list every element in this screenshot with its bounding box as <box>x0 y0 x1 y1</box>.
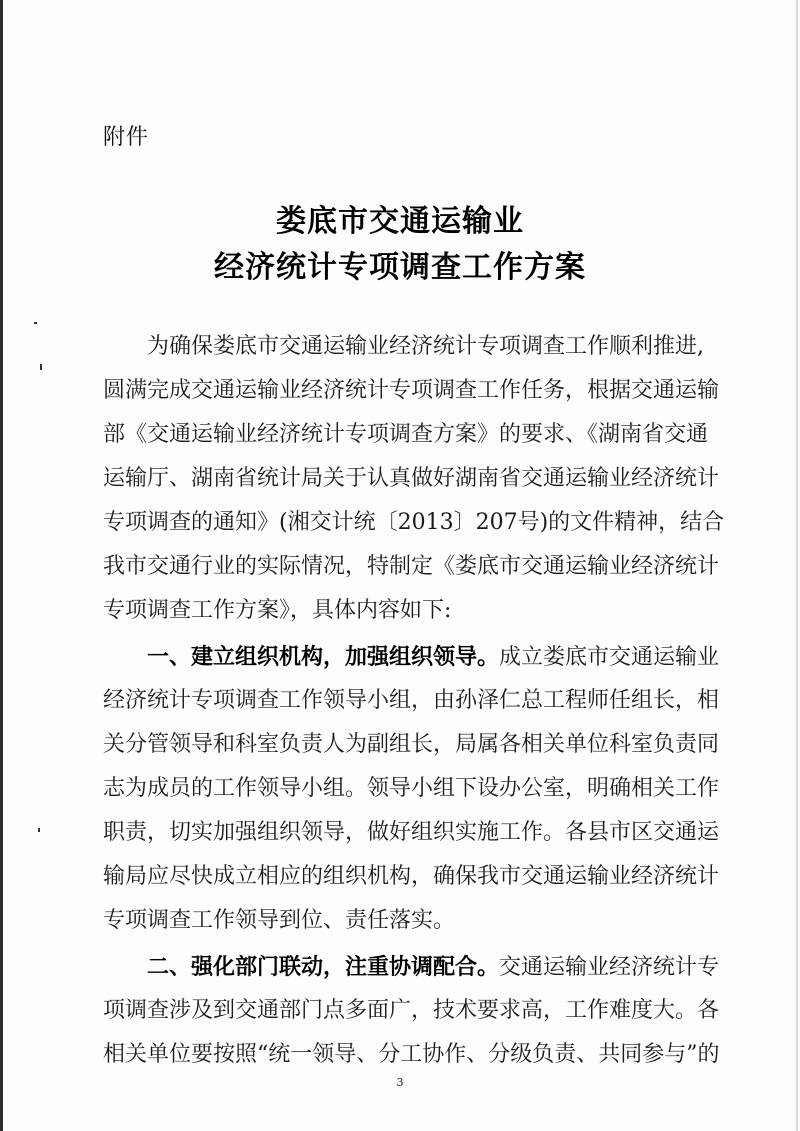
scan-edge-right <box>796 0 798 1131</box>
document-title-line2: 经济统计专项调查工作方案 <box>214 250 586 285</box>
paragraph-line: 输局应尽快成立相应的组织机构，确保我市交通运输业经济统计 <box>103 864 720 889</box>
document-title-line1: 娄底市交通运输业 <box>276 204 524 239</box>
paragraph-line: 相关单位要按照“统一领导、分工协作、分级负责、共同参与”的 <box>103 1042 720 1067</box>
section1-first-text: 成立娄底市交通运输业 <box>499 645 720 670</box>
scan-mark <box>38 828 40 832</box>
section1-heading: 一、建立组织机构，加强组织领导。 <box>147 644 500 670</box>
section2-heading: 二、强化部门联动，注重协调配合。 <box>147 954 500 980</box>
paragraph-line: 关分管领导和科室负责人为副组长，局属各相关单位科室负责同 <box>103 732 720 757</box>
paragraph-line: 圆满完成交通运输业经济统计专项调查工作任务，根据交通运输 <box>103 378 720 403</box>
paragraph-line: 志为成员的工作领导小组。领导小组下设办公室，明确相关工作 <box>103 776 720 801</box>
scan-edge-left <box>0 0 3 1131</box>
section1-first-line <box>147 644 720 670</box>
section2-first-line <box>147 954 720 980</box>
scan-mark <box>34 322 37 324</box>
attachment-label: 附件 <box>103 125 150 150</box>
page-number: 3 <box>396 1076 404 1089</box>
paragraph-line: 部《交通运输业经济统计专项调查方案》的要求、《湖南省交通 <box>103 422 709 447</box>
paragraph-line: 我市交通行业的实际情况，特制定《娄底市交通运输业经济统计 <box>103 554 720 579</box>
paragraph-line: 专项调查工作方案》，具体内容如下: <box>103 598 452 623</box>
paragraph-line: 为确保娄底市交通运输业经济统计专项调查工作顺利推进, <box>147 334 704 359</box>
paragraph-line: 运输厅、湖南省统计局关于认真做好湖南省交通运输业经济统计 <box>103 466 720 491</box>
paragraph-line: 经济统计专项调查工作领导小组，由孙泽仁总工程师任组长，相 <box>103 688 720 713</box>
scan-mark <box>40 364 42 370</box>
paragraph-line: 专项调查的通知》(湘交计统〔2013〕207号)的文件精神，结合 <box>103 510 725 535</box>
section2-first-text: 交通运输业经济统计专 <box>499 955 720 980</box>
paragraph-line: 专项调查工作领导到位、责任落实。 <box>103 908 456 933</box>
paragraph-line: 职责，切实加强组织领导，做好组织实施工作。各县市区交通运 <box>103 820 720 845</box>
paragraph-line: 项调查涉及到交通部门点多面广，技术要求高，工作难度大。各 <box>103 998 720 1023</box>
